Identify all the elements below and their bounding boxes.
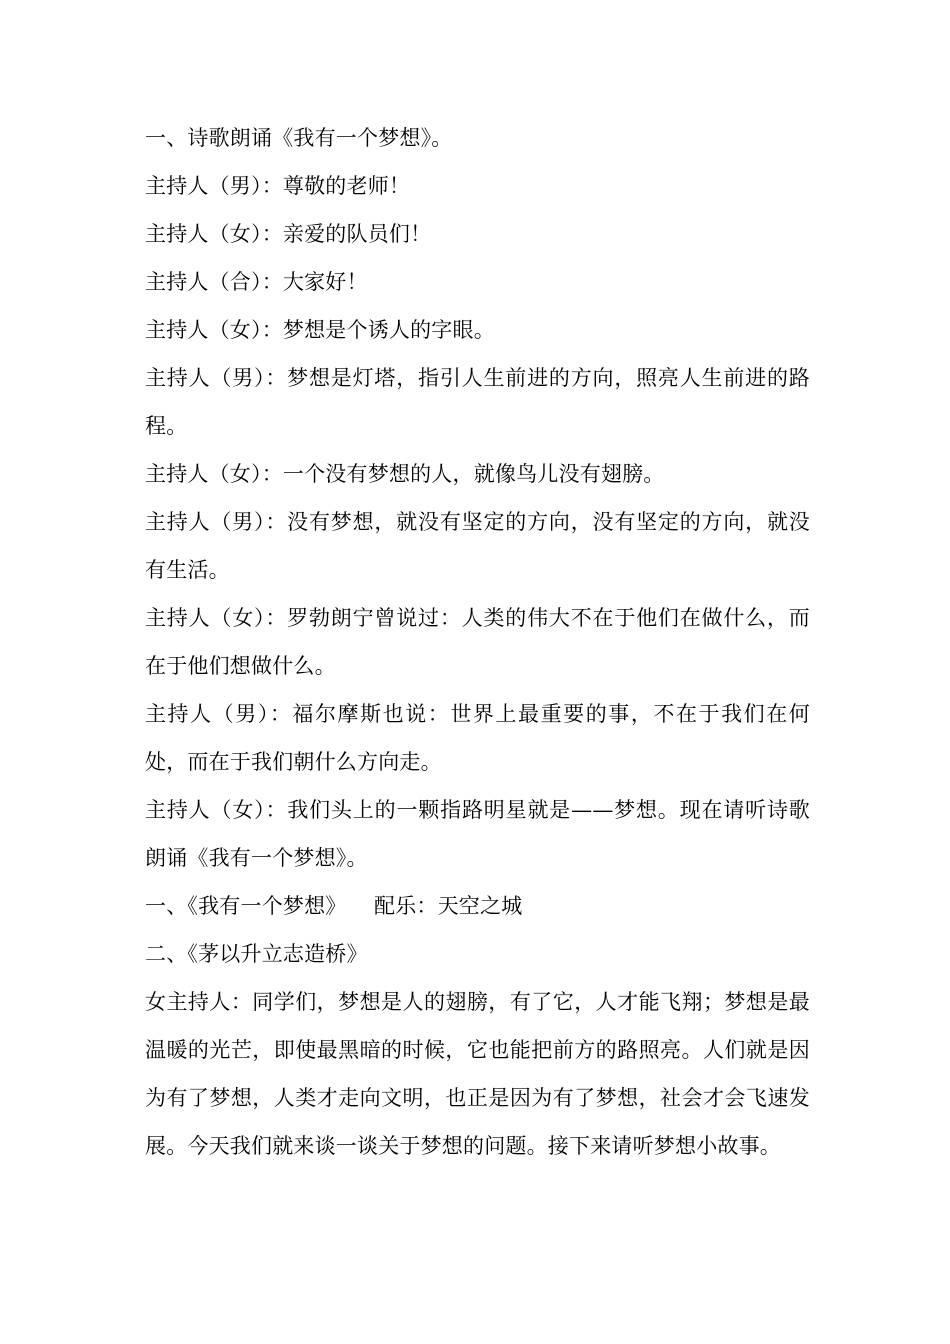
host-line: 主持人（合）：大家好！ — [145, 270, 368, 294]
host-speech: 女主持人：同学们，梦想是人的翅膀，有了它，人才能飞翔；梦想是最温暖的光芒，即使最黑暗的时候，它也能把前方的路照亮。人们就是因为有了梦想，人类才走向文明，也正是因为有了梦想，社会才会飞速发展。今天我们就来谈一谈关于梦想的问题。接下来请听梦想小故事。 — [145, 990, 810, 1158]
document-body — [145, 114, 810, 1170]
host-line: 主持人（男）：没有梦想，就没有坚定的方向，没有坚定的方向，就没有生活。 — [145, 510, 810, 582]
program-item-poem: 一、《我有一个梦想》 配乐：天空之城 — [145, 894, 523, 918]
host-line: 主持人（女）：亲爱的队员们！ — [145, 222, 432, 246]
host-line: 主持人（男）：尊敬的老师！ — [145, 174, 411, 198]
host-line: 主持人（女）：罗勃朗宁曾说过：人类的伟大不在于他们在做什么，而在于他们想做什么。 — [145, 606, 810, 678]
section-heading-poem: 一、诗歌朗诵《我有一个梦想》。 — [145, 126, 453, 150]
host-line: 主持人（男）：福尔摩斯也说：世界上最重要的事，不在于我们在何处，而在于我们朝什么方向走。 — [145, 702, 810, 774]
program-item-story: 二、《茅以升立志造桥》 — [145, 942, 368, 966]
host-line: 主持人（女）：我们头上的一颗指路明星就是——梦想。现在请听诗歌朗诵《我有一个梦想》。 — [145, 798, 810, 870]
host-line: 主持人（女）：一个没有梦想的人，就像鸟儿没有翅膀。 — [145, 462, 665, 486]
host-line: 主持人（男）：梦想是灯塔，指引人生前进的方向，照亮人生前进的路程。 — [145, 366, 810, 438]
host-line: 主持人（女）：梦想是个诱人的字眼。 — [145, 318, 495, 342]
